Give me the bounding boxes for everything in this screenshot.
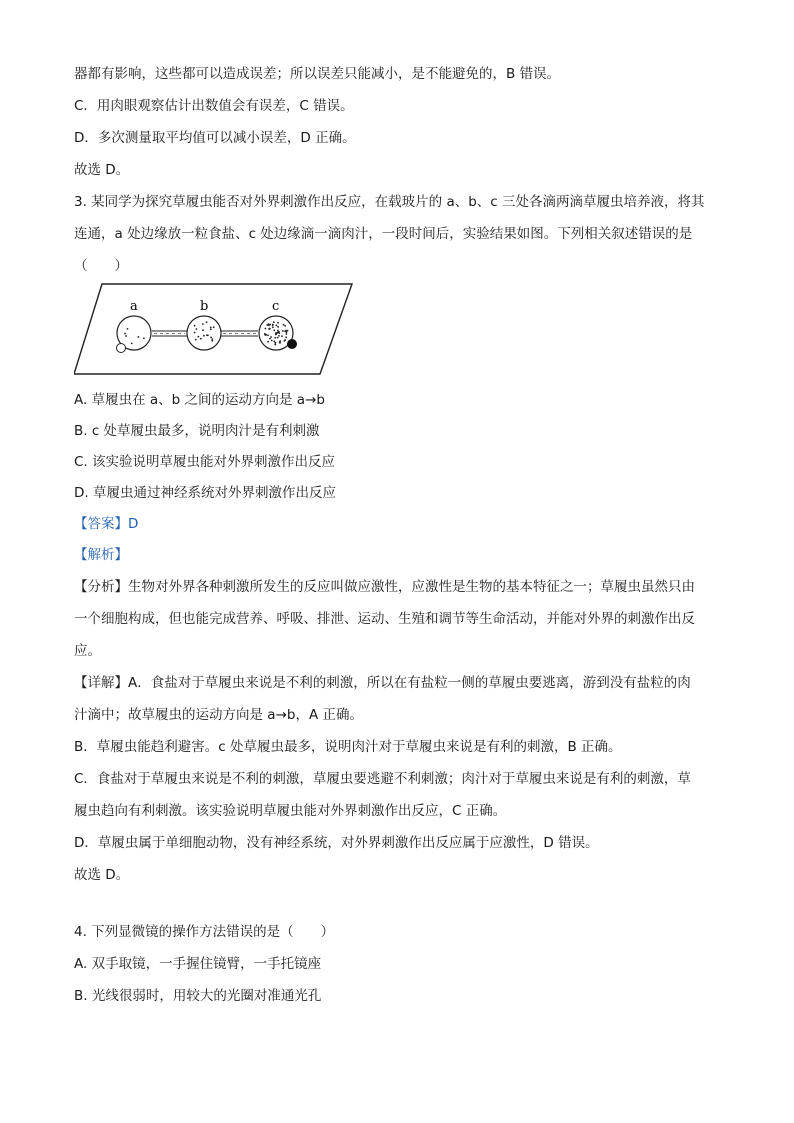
text-line: 器都有影响，这些都可以造成误差；所以误差只能减小，是不能避免的，B 错误。 [74, 66, 561, 82]
text-line: 应。 [74, 643, 101, 659]
organism-dot [198, 336, 200, 338]
organism-dot [265, 328, 267, 330]
text-line: 汁滴中；故草履虫的运动方向是 a→b，A 正确。 [74, 707, 363, 723]
organism-dot [211, 338, 213, 340]
organism-dot [278, 335, 280, 337]
organism-dot [264, 334, 266, 336]
organism-dot [272, 324, 274, 326]
organism-dot [210, 328, 212, 330]
text-line: 履虫趋向有利刺激。该实验说明草履虫能对外界刺激作出反应，C 正确。 [74, 803, 507, 819]
organism-dot [213, 326, 215, 328]
organism-dot [277, 326, 279, 328]
organism-dot [211, 340, 213, 342]
text-line: 【详解】A．食盐对于草履虫来说是不利的刺激，所以在有盐粒一侧的草履虫要逃离，游到没有盐粒的肉 [74, 675, 691, 691]
organism-dot [200, 338, 202, 340]
text-line: 一个细胞构成，但也能完成营养、呼吸、排泄、运动、生殖和调节等生命活动，并能对外界的刺激作出反 [74, 611, 695, 627]
organism-dot [268, 323, 270, 325]
text-line: 故选 D。 [74, 162, 130, 178]
organism-dot [284, 340, 286, 342]
organism-dot [276, 332, 278, 334]
organism-dot [125, 335, 127, 337]
salt-grain [117, 344, 126, 353]
label-b: b [200, 299, 209, 314]
text-line: D．多次测量取平均值可以减小误差，D 正确。 [74, 130, 356, 146]
organism-dot [269, 324, 271, 326]
organism-dot [267, 341, 269, 343]
organism-dot [272, 326, 274, 328]
label-a: a [130, 299, 138, 314]
organism-dot [196, 328, 198, 330]
text-line: 3. 某同学为探究草履虫能否对外界刺激作出反应，在载玻片的 a、b、c 三处各滴两滴草履虫培养液，将其 [74, 194, 705, 210]
organism-dot [277, 322, 279, 324]
organism-dot [279, 342, 281, 344]
organism-dot [275, 325, 277, 327]
organism-dot [267, 334, 269, 336]
organism-dot [282, 330, 284, 332]
organism-dot [206, 321, 208, 323]
organism-dot [269, 338, 271, 340]
text-line: C．用肉眼观察估计出数值会有误差，C 错误。 [74, 98, 354, 114]
drop-b [187, 316, 221, 350]
organism-dot [273, 321, 275, 323]
text-line: 故选 D。 [74, 867, 130, 883]
organism-dot [284, 325, 286, 327]
organism-dot [203, 335, 205, 337]
label-c: c [272, 299, 280, 314]
organism-dot [131, 343, 133, 345]
organism-dot [138, 336, 140, 338]
organism-dot [278, 331, 280, 333]
organism-dot [271, 340, 273, 342]
organism-dot [284, 330, 286, 332]
organism-dot [210, 337, 212, 339]
text-line: A. 草履虫在 a、b 之间的运动方向是 a→b [74, 392, 325, 408]
text-line: D．草履虫属于单细胞动物，没有神经系统，对外界刺激作出反应属于应激性，D 错误。 [74, 835, 599, 851]
organism-dot [287, 330, 289, 332]
text-line: 【答案】D [74, 516, 139, 532]
organism-dot [277, 337, 279, 339]
text-line: B．草履虫能趋利避害。c 处草履虫最多，说明肉汁对于草履虫来说是有利的刺激，B 正确。 [74, 739, 622, 755]
organism-dot [273, 330, 275, 332]
organism-dot [210, 327, 212, 329]
organism-dot [286, 333, 288, 335]
text-line: 【分析】生物对外界各种刺激所发生的反应叫做应激性，应激性是生物的基本特征之一；草履虫虽然只由 [74, 579, 695, 595]
organism-dot [194, 325, 196, 327]
organism-dot [127, 328, 129, 330]
organism-dot [195, 339, 197, 341]
text-line: 【解析】 [74, 547, 128, 563]
text-line: 4. 下列显微镜的操作方法错误的是（ ） [74, 924, 335, 940]
organism-dot [194, 332, 196, 334]
text-line: B. 光线很弱时，用较大的光圈对准通光孔 [74, 988, 322, 1004]
text-line: A. 双手取镜，一手握住镜臂，一手托镜座 [74, 956, 322, 972]
organism-dot [269, 328, 271, 330]
organism-dot [143, 337, 145, 339]
meat-broth-drop [287, 339, 297, 349]
organism-dot [202, 323, 204, 325]
organism-dot [202, 329, 204, 331]
organism-dot [285, 336, 287, 338]
organism-dot [270, 336, 272, 338]
organism-dot [124, 333, 126, 335]
text-line: C．食盐对于草履虫来说是不利的刺激，草履虫要逃避不利刺激；肉汁对于草履虫来说是有利的刺激，草 [74, 771, 691, 787]
text-line: D. 草履虫通过神经系统对外界刺激作出反应 [74, 485, 336, 501]
organism-dot [274, 337, 276, 339]
organism-dot [206, 334, 208, 336]
text-line: B. c 处草履虫最多，说明肉汁是有利刺激 [74, 423, 320, 439]
organism-dot [274, 344, 276, 346]
text-line: （ ） [74, 258, 128, 274]
slide-diagram [74, 280, 364, 380]
text-line: C. 该实验说明草履虫能对外界刺激作出反应 [74, 454, 336, 470]
text-line: 连通，a 处边缘放一粒食盐、c 处边缘滴一滴肉汁，一段时间后，实验结果如图。下列相关叙述错误的是 [74, 226, 693, 242]
organism-dot [281, 335, 283, 337]
organism-dot [283, 324, 285, 326]
organism-dot [275, 342, 277, 344]
